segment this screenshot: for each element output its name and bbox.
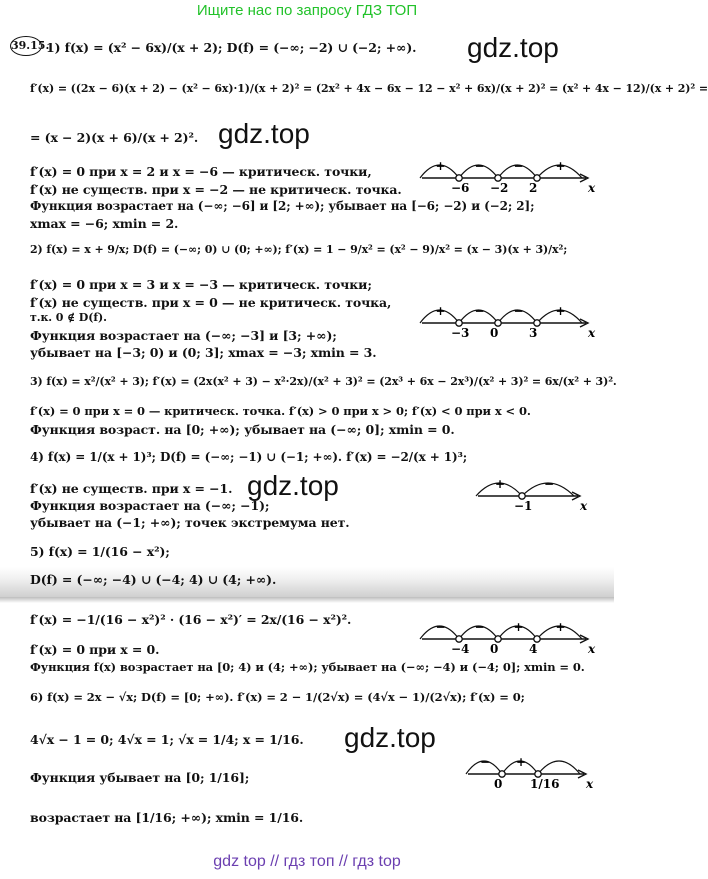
interval-arc <box>538 761 580 774</box>
solution-line: убывает на (−1; +∞); точек экстремума нет. <box>30 515 350 530</box>
sign-label: + <box>435 159 446 173</box>
point-label: 3 <box>529 326 538 340</box>
sign-label: + <box>555 304 566 318</box>
sign-diagram <box>420 152 600 194</box>
sign-label: + <box>435 304 446 318</box>
point-label: 0 <box>490 326 499 340</box>
solution-line: Функция возрастает на (−∞; −6] и [2; +∞); убывает на [−6; −2) и (−2; 2]; <box>30 199 535 213</box>
solution-line: Функция убывает на [0; 1/16]; <box>30 770 250 785</box>
sign-label: − <box>435 620 446 634</box>
site-header[interactable]: Ищите нас по запросу ГДЗ ТОП <box>196 2 418 19</box>
point-label: −3 <box>451 326 470 340</box>
sign-label: + <box>555 159 566 173</box>
solution-line: D(f) = (−∞; −4) ∪ (−4; 4) ∪ (4; +∞). <box>30 572 277 587</box>
point-label: −1 <box>514 499 533 513</box>
solution-line: f′(x) = 0 при x = 0 — критическ. точка. f′(x) > 0 при x > 0; f′(x) < 0 при x < 0. <box>30 404 531 418</box>
solution-line: f′(x) = 0 при x = 0. <box>30 642 160 657</box>
solution-line: f′(x) не существ. при x = −1. <box>30 481 233 496</box>
point-label: 2 <box>529 181 538 195</box>
sign-label: + <box>495 477 506 491</box>
axis-variable: x <box>588 326 596 340</box>
sign-label: − <box>474 159 485 173</box>
solution-line: 3) f(x) = x²/(x² + 3); f′(x) = (2x(x² + 3) − x²·2x)/(x² + 3)² = (2x³ + 6x − 2x³)/(x² + 3)² = 6x/(x² + 3)². <box>30 375 617 388</box>
solution-line: = (x − 2)(x + 6)/(x + 2)². <box>30 130 199 145</box>
watermark: gdz.top <box>218 118 310 149</box>
solution-line: f′(x) = ((2x − 6)(x + 2) − (x² − 6x)·1)/(x + 2)² = (2x² + 4x − 6x − 12 − x² + 6x)/(x + 2)² = (x² + 4x − 12)/(x + 2)² = <box>30 82 708 95</box>
sign-label: − <box>544 477 555 491</box>
solution-line: 6) f(x) = 2x − √x; D(f) = [0; +∞). f′(x) = 2 − 1/(2√x) = (4√x − 1)/(2√x); f′(x) = 0; <box>30 690 525 704</box>
solution-line: f′(x) = 0 при x = 3 и x = −3 — критическ. точки; <box>30 277 372 292</box>
point-label: 1/16 <box>530 777 560 791</box>
watermark: gdz.top <box>467 32 559 63</box>
point-label: −4 <box>451 642 470 656</box>
solution-line: f′(x) не существ. при x = −2 — не критическ. точка. <box>30 182 402 197</box>
solution-line: f′(x) = −1/(16 − x²)² · (16 − x²)′ = 2x/(16 − x²)². <box>30 612 352 627</box>
sign-diagram <box>476 470 592 512</box>
solution-line: 4√x − 1 = 0; 4√x = 1; √x = 1/4; x = 1/16. <box>30 732 304 747</box>
solution-line: 1) f(x) = (x² − 6x)/(x + 2); D(f) = (−∞; −2) ∪ (−2; +∞). <box>46 40 417 55</box>
solution-line: 4) f(x) = 1/(x + 1)³; D(f) = (−∞; −1) ∪ (−1; +∞). f′(x) = −2/(x + 1)³; <box>30 450 468 464</box>
sign-diagram <box>420 613 600 655</box>
sign-label: − <box>474 620 485 634</box>
solution-line: Функция возрастает на (−∞; −1); <box>30 498 270 513</box>
solution-line: Функция возраст. на [0; +∞); убывает на (−∞; 0]; xmin = 0. <box>30 422 455 437</box>
solution-line: f′(x) не существ. при x = 0 — не критическ. точка, <box>30 295 392 310</box>
axis-variable: x <box>580 499 588 513</box>
sign-label: + <box>513 620 524 634</box>
sign-label: − <box>480 755 491 769</box>
point-label: −6 <box>451 181 470 195</box>
sign-label: + <box>555 620 566 634</box>
watermark: gdz.top <box>344 722 436 753</box>
point-label: 0 <box>494 777 503 791</box>
axis-variable: x <box>588 181 596 195</box>
point-label: 4 <box>529 642 538 656</box>
solution-line: Функция f(x) возрастает на [0; 4) и (4; +∞); убывает на (−∞; −4) и (−4; 0]; xmin = 0. <box>30 660 585 674</box>
sign-diagram <box>420 297 600 339</box>
site-footer[interactable]: gdz top // гдз топ // гдз top <box>213 853 401 870</box>
point-label: 0 <box>490 642 499 656</box>
solution-line: 2) f(x) = x + 9/x; D(f) = (−∞; 0) ∪ (0; +∞); f′(x) = 1 − 9/x² = (x² − 9)/x² = (x − 3)(x + 3)/x²; <box>30 243 568 256</box>
solution-line: 5) f(x) = 1/(16 − x²); <box>30 544 170 559</box>
problem-number: 39.15. <box>10 36 42 56</box>
sign-label: − <box>513 304 524 318</box>
sign-label: − <box>474 304 485 318</box>
page-separator-shadow <box>0 597 614 603</box>
solution-line: f′(x) = 0 при x = 2 и x = −6 — критическ. точки, <box>30 164 372 179</box>
sign-label: + <box>516 755 527 769</box>
solution-line: т.к. 0 ∉ D(f). <box>30 311 107 324</box>
solution-line: возрастает на [1/16; +∞); xmin = 1/16. <box>30 810 304 825</box>
axis-variable: x <box>588 642 596 656</box>
solution-line: Функция возрастает на (−∞; −3] и [3; +∞); <box>30 328 337 343</box>
solution-line: убывает на [−3; 0) и (0; 3]; xmax = −3; xmin = 3. <box>30 345 377 360</box>
solution-line: xmax = −6; xmin = 2. <box>30 216 179 231</box>
sign-label: − <box>513 159 524 173</box>
watermark: gdz.top <box>247 470 339 501</box>
axis-variable: x <box>586 777 594 791</box>
sign-diagram <box>466 740 598 790</box>
point-label: −2 <box>490 181 509 195</box>
